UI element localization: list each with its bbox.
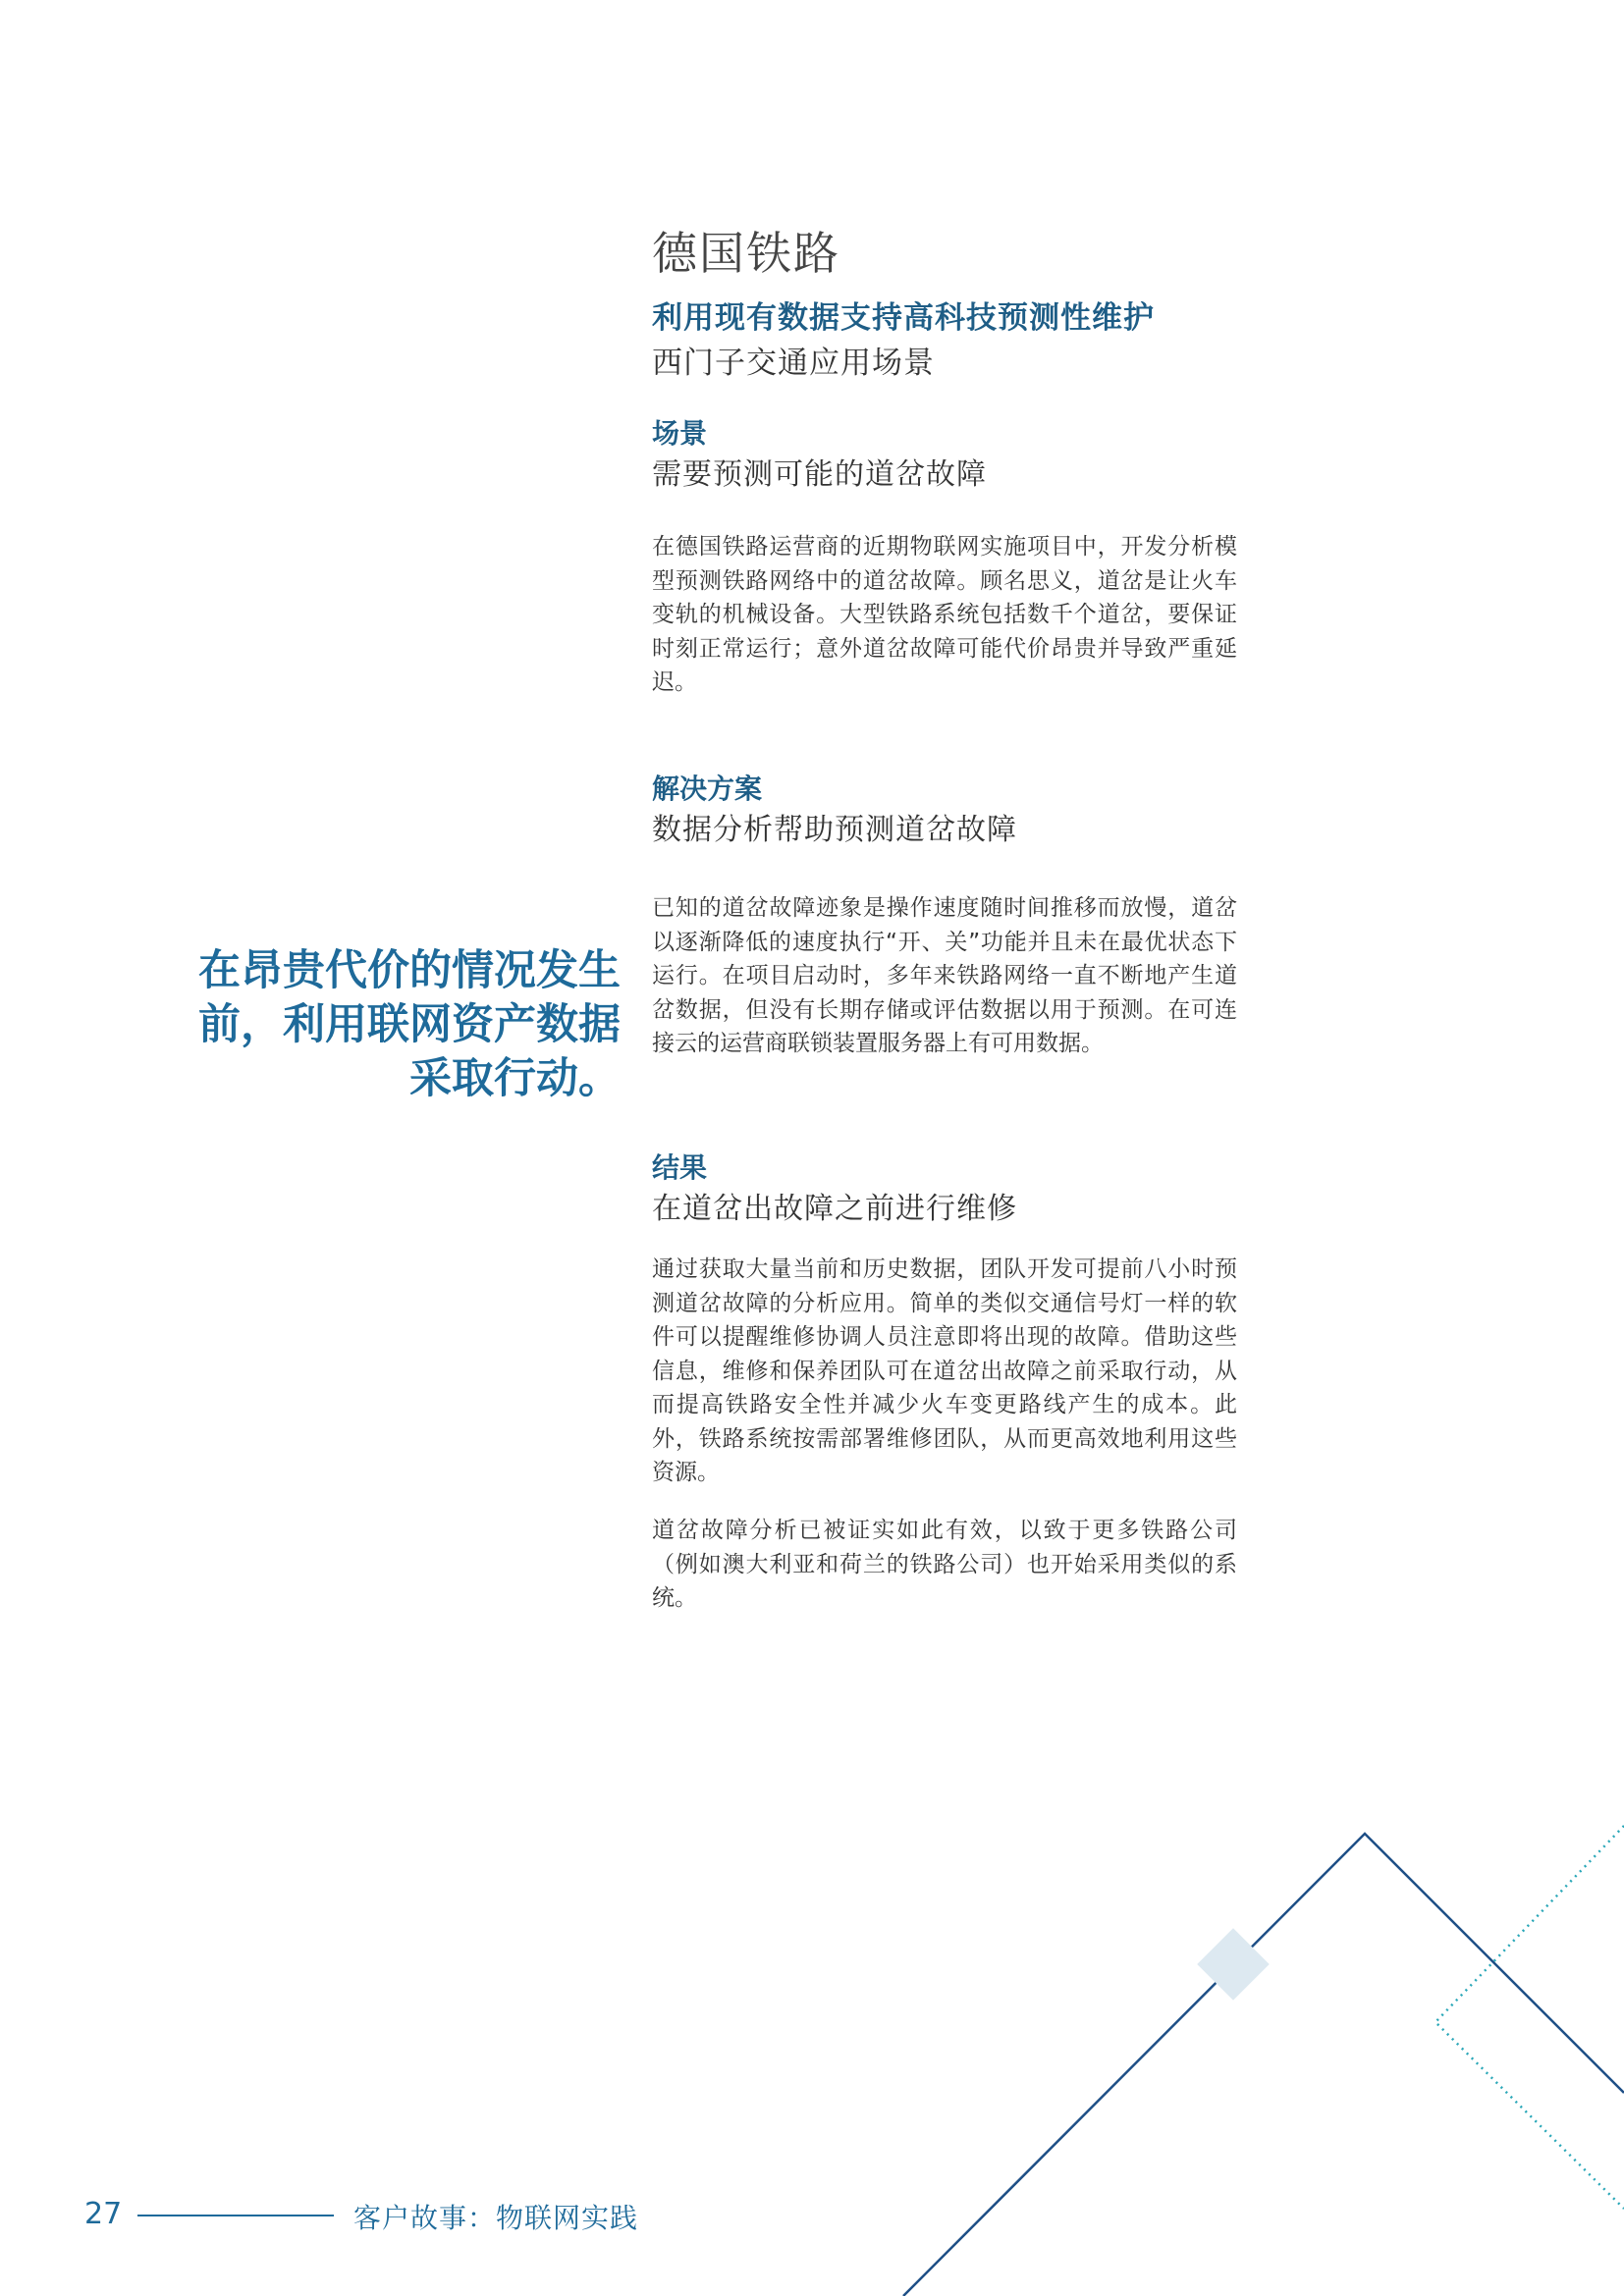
page-number: 27 (84, 2197, 123, 2231)
dotted-line (1435, 1826, 1624, 2209)
pull-quote: 在昂贵代价的情况发生前，利用联网资产数据采取行动。 (198, 946, 621, 1103)
section-label-scenario: 场景 (652, 417, 708, 450)
footer-title: 客户故事：物联网实践 (353, 2202, 639, 2234)
company-title: 德国铁路 (652, 227, 840, 280)
section-subtitle-result: 在道岔出故障之前进行维修 (652, 1192, 1017, 1226)
section-paragraph-solution: 已知的道岔故障迹象是操作速度随时间推移而放慢，道岔以逐渐降低的速度执行“开、关”功能并且未在最优状态下运行。在项目启动时，多年来铁路网络一直不断地产生道岔数据，但没有长期存储或评估数据以用于预测。在可连接云的运营商联锁装置服务器上有可用数据。 (652, 895, 1237, 1056)
section-paragraph-result-2: 道岔故障分析已被证实如此有效，以致于更多铁路公司（例如澳大利亚和荷兰的铁路公司）也开始采用类似的系统。 (652, 1518, 1237, 1611)
subtitle: 西门子交通应用场景 (652, 346, 935, 381)
section-label-solution: 解决方案 (652, 773, 763, 805)
headline: 利用现有数据支持高科技预测性维护 (652, 300, 1155, 336)
section-subtitle-solution: 数据分析帮助预测道岔故障 (652, 813, 1017, 847)
section-paragraph-result-1: 通过获取大量当前和历史数据，团队开发可提前八小时预测道岔故障的分析应用。简单的类似交通信号灯一样的软件可以提醒维修协调人员注意即将出现的故障。借助这些信息，维修和保养团队可在道岔出故障之前采取行动，从而提高铁路安全性并减少火车变更路线产生的成本。此外，铁路系统按需部署维修团队，从而更高效地利用这些资源。 (652, 1256, 1237, 1485)
section-paragraph-scenario: 在德国铁路运营商的近期物联网实施项目中，开发分析模型预测铁路网络中的道岔故障。顾名思义，道岔是让火车变轨的机械设备。大型铁路系统包括数千个道岔，要保证时刻正常运行；意外道岔故障可能代价昂贵并导致严重延迟。 (652, 534, 1237, 695)
section-subtitle-scenario: 需要预测可能的道岔故障 (652, 457, 987, 492)
section-label-result: 结果 (652, 1151, 708, 1184)
footer-divider (137, 2215, 334, 2216)
triangle-line (903, 1834, 1624, 2296)
